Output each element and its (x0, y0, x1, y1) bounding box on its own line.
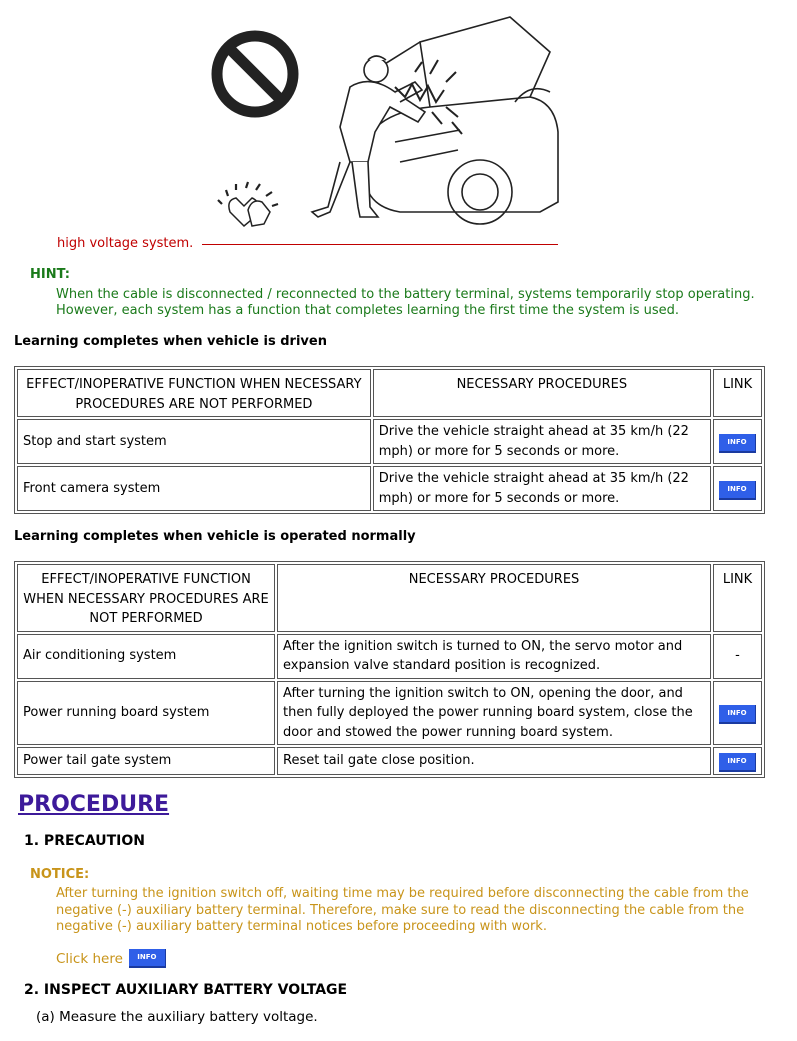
notice-body (56, 886, 756, 936)
info-link-button[interactable]: INFO (719, 705, 756, 724)
info-link-button[interactable]: INFO (129, 949, 166, 968)
step-inspect-voltage: 2. INSPECT AUXILIARY BATTERY VOLTAGE (24, 982, 348, 998)
system-cell: Power tail gate system (17, 747, 275, 775)
notice-title: NOTICE: (30, 867, 90, 882)
substep-measure: (a) Measure the auxiliary battery voltage. (36, 1009, 318, 1025)
step-precaution: 1. PRECAUTION (24, 833, 145, 849)
link-cell (713, 747, 762, 775)
hint-title: HINT: (30, 267, 70, 282)
normal-learning-table (14, 561, 765, 778)
click-here-row (56, 949, 166, 968)
link-cell (713, 466, 762, 511)
hint-line: When the cable is disconnected / reconnected to the battery terminal, systems temporarily stop operating. (56, 287, 755, 302)
system-cell: Power running board system (17, 681, 275, 746)
info-link-button[interactable]: INFO (719, 434, 756, 453)
header-effect: EFFECT/INOPERATIVE FUNCTION WHEN NECESSARY PROCEDURES ARE NOT PERFORMED (17, 564, 275, 632)
link-cell (713, 419, 762, 464)
mechanic-warning-illustration (200, 12, 560, 240)
hint-line: However, each system has a function that completes learning the first time the system is used. (56, 303, 680, 318)
header-link: LINK (713, 369, 762, 417)
procedure-cell: After the ignition switch is turned to ON, the servo motor and expansion valve standard position is recognized. (277, 634, 711, 679)
table-row (17, 634, 762, 679)
table-header-row (17, 564, 762, 632)
warning-rule (202, 244, 558, 245)
warning-caption: high voltage system. (57, 236, 194, 251)
system-cell: Front camera system (17, 466, 371, 511)
hint-body (56, 287, 766, 319)
link-cell (713, 681, 762, 746)
info-link-button[interactable]: INFO (719, 753, 756, 772)
system-cell: Stop and start system (17, 419, 371, 464)
header-effect: EFFECT/INOPERATIVE FUNCTION WHEN NECESSARY PROCEDURES ARE NOT PERFORMED (17, 369, 371, 417)
system-cell: Air conditioning system (17, 634, 275, 679)
table-row (17, 419, 762, 464)
notice-line: negative (-) auxiliary battery terminal notices before proceeding with work. (56, 919, 547, 934)
procedure-cell: Drive the vehicle straight ahead at 35 km/h (22 mph) or more for 5 seconds or more. (373, 466, 711, 511)
procedure-cell: After turning the ignition switch to ON, opening the door, and then fully deployed the power running board system, close the door and stowed the power running board system. (277, 681, 711, 746)
warning-caption-line (57, 236, 557, 254)
driven-learning-table (14, 366, 765, 514)
click-here-label: Click here (56, 950, 123, 967)
header-procedures: NECESSARY PROCEDURES (373, 369, 711, 417)
table-row (17, 466, 762, 511)
table-row (17, 681, 762, 746)
link-cell: - (713, 634, 762, 679)
procedure-heading[interactable]: PROCEDURE (18, 792, 170, 817)
procedure-cell: Drive the vehicle straight ahead at 35 km/h (22 mph) or more for 5 seconds or more. (373, 419, 711, 464)
notice-line: negative (-) auxiliary battery terminal. Therefore, make sure to read the disconnecting the cable from the (56, 902, 745, 918)
prohibited-icon (217, 36, 293, 112)
section-title-normal: Learning completes when vehicle is operated normally (14, 529, 416, 544)
table-row (17, 747, 762, 775)
table-header-row (17, 369, 762, 417)
insulated-gloves-icon (218, 182, 278, 226)
procedure-cell: Reset tail gate close position. (277, 747, 711, 775)
notice-line: After turning the ignition switch off, waiting time may be required before disconnecting the cable from the (56, 886, 749, 901)
section-title-driven: Learning completes when vehicle is driven (14, 334, 327, 349)
header-link: LINK (713, 564, 762, 632)
header-procedures: NECESSARY PROCEDURES (277, 564, 711, 632)
info-link-button[interactable]: INFO (719, 481, 756, 500)
